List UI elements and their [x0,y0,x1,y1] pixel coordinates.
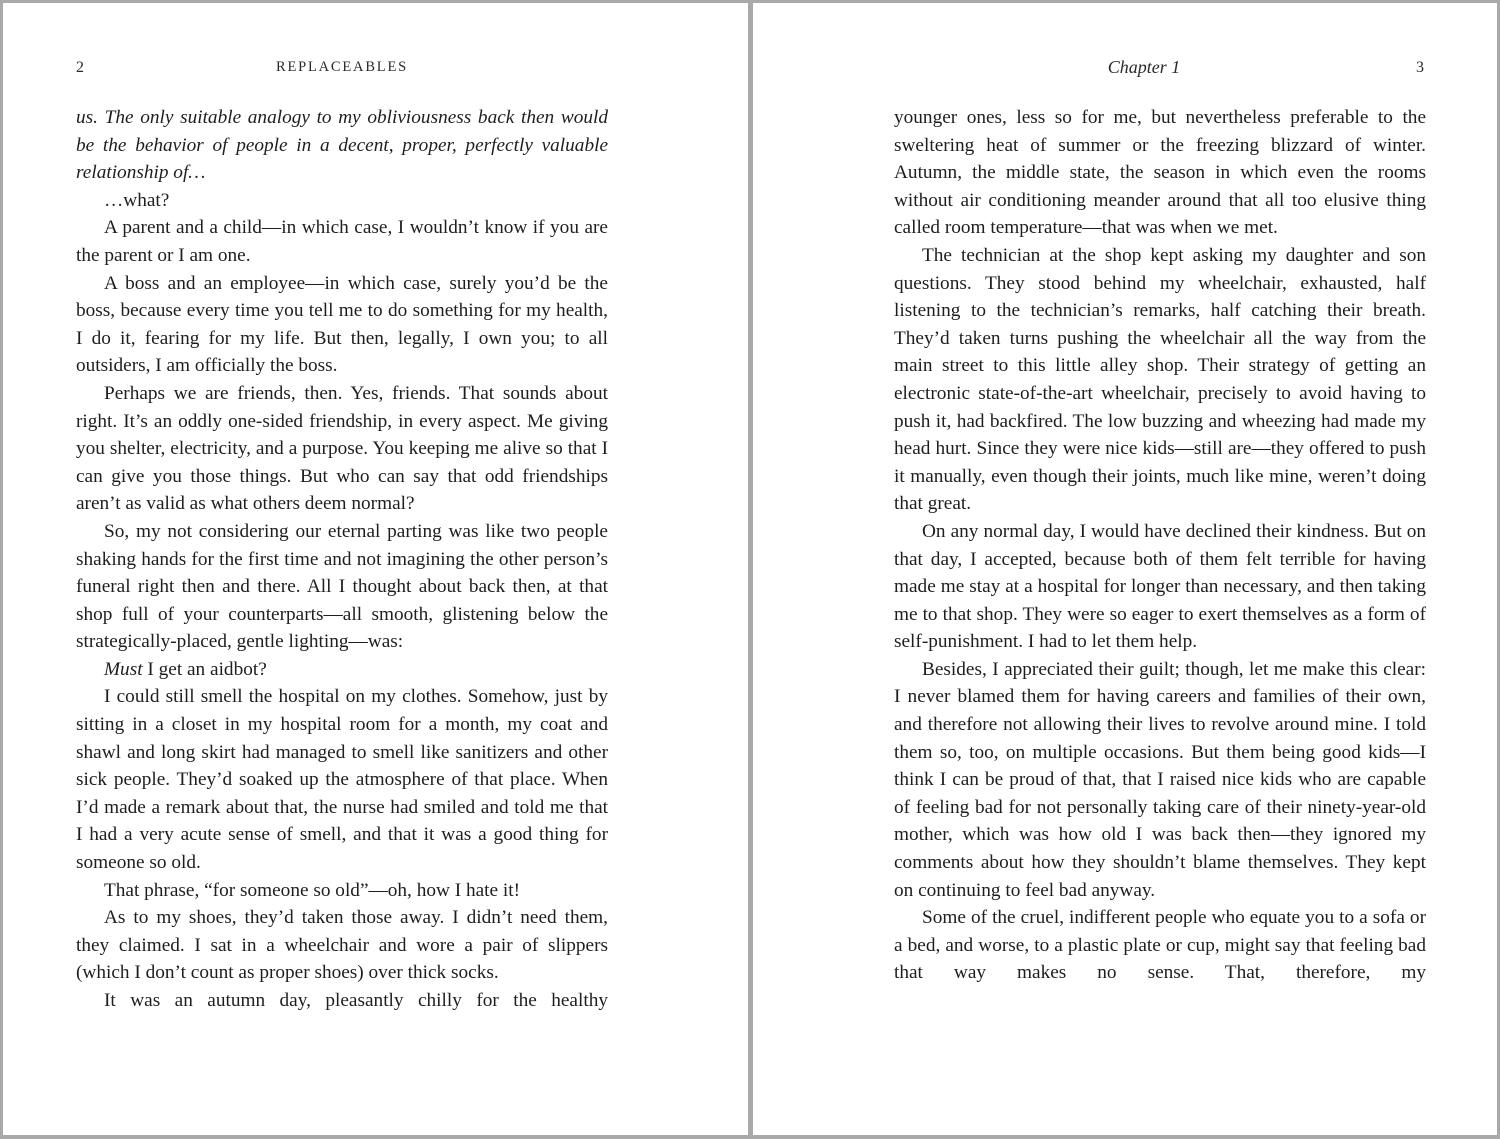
paragraph: That phrase, “for someone so old”—oh, how I hate it! [104,879,521,901]
right-page-text [894,104,1426,987]
paragraph [76,656,608,684]
paragraph: On any normal day, I would have declined their kindness. But on that day, I accepted, because both of them felt terrible for having made me stay at a hospital for longer than necessary, and then taking me to that shop. They were so eager to exert themselves as a form of self-punishment. I had to let them help. [894,520,1426,653]
paragraph: Some of the cruel, indifferent people who equate you to a sofa or a bed, and worse, to a plastic plate or cup, might say that feeling bad that way makes no sense. That, therefore, my [894,907,1426,984]
left-page-text [76,104,608,1015]
emphasis-word: Must [104,658,143,680]
left-page [3,3,748,1135]
chapter-title: Chapter 1 [1107,57,1181,77]
right-page-header [894,57,1424,81]
paragraph-rest: I get an aidbot? [142,658,267,680]
paragraph: Besides, I appreciated their guilt; though, let me make this clear: I never blamed them for having careers and families of their own, and therefore not allowing their lives to revolve around mine. I told them so, too, on multiple occasions. But them being good kids—I think I can be proud of that, that I raised nice kids who are capable of feeling bad for not personally taking care of their ninety-year-old mother, which was how old I was back then—they ignored my comments about how they shouldn’t blame themselves. They kept on continuing to feel bad anyway. [894,658,1426,901]
paragraph: As to my shoes, they’d taken those away. I didn’t need them, they claimed. I sat in a wheelchair and wore a pair of slippers (which I don’t count as proper shoes) over thick socks. [76,907,608,984]
paragraph: A boss and an employee—in which case, surely you’d be the boss, because every time you tell me to do something for my health, I do it, fearing for my life. But then, legally, I own you; to all outsiders, I am officially the boss. [76,272,608,377]
paragraph: I could still smell the hospital on my clothes. Somehow, just by sitting in a closet in my hospital room for a month, my coat and shawl and long skirt had managed to smell like sanitizers and other sick people. They’d soaked up the atmosphere of that place. When I’d made a remark about that, the nurse had smiled and told me that I had a very acute sense of smell, and that it was a good thing for someone so old. [76,686,608,874]
running-title: REPLACEABLES [276,59,408,75]
left-page-header [76,57,608,81]
paragraph: …what? [104,189,170,211]
right-page [753,3,1497,1135]
page-number: 3 [1416,59,1424,76]
paragraph: The technician at the shop kept asking my daughter and son questions. They stood behind my wheelchair, exhausted, half listening to the technician’s remarks, half catching their breath. They’d taken turns pushing the wheelchair all the way from the main street to this little alley shop. Their strategy of getting an electronic state-of-the-art wheelchair, precisely to avoid having to push it, had backfired. The low buzzing and wheezing had made my head hurt. Since they were nice kids—still are—they offered to push it manually, even though their joints, much like mine, weren’t doing that great. [894,244,1426,515]
paragraph: us. The only suitable analogy to my obliviousness back then would be the behavior of people in a decent, proper, perfectly valuable relationship of… [76,107,608,184]
paragraph: Perhaps we are friends, then. Yes, friends. That sounds about right. It’s an oddly one-sided friendship, in every aspect. Me giving you shelter, electricity, and a purpose. You keeping me alive so that I can give you those things. But who can say that odd friendships aren’t as valid as what others deem normal? [76,382,608,515]
paragraph: A parent and a child—in which case, I wouldn’t know if you are the parent or I am one. [76,217,608,266]
page-number: 2 [76,59,84,76]
paragraph: younger ones, less so for me, but nevertheless preferable to the sweltering heat of summer or the freezing blizzard of winter. Autumn, the middle state, the season in which even the rooms without air conditioning meander around that all too elusive thing called room temperature—that was when we met. [894,107,1426,239]
paragraph: So, my not considering our eternal parting was like two people shaking hands for the first time and not imagining the other person’s funeral right then and there. All I thought about back then, at that shop full of your counterparts—all smooth, glistening below the strategically-placed, gentle lighting—was: [76,520,608,653]
paragraph: It was an autumn day, pleasantly chilly for the healthy [104,990,608,1011]
